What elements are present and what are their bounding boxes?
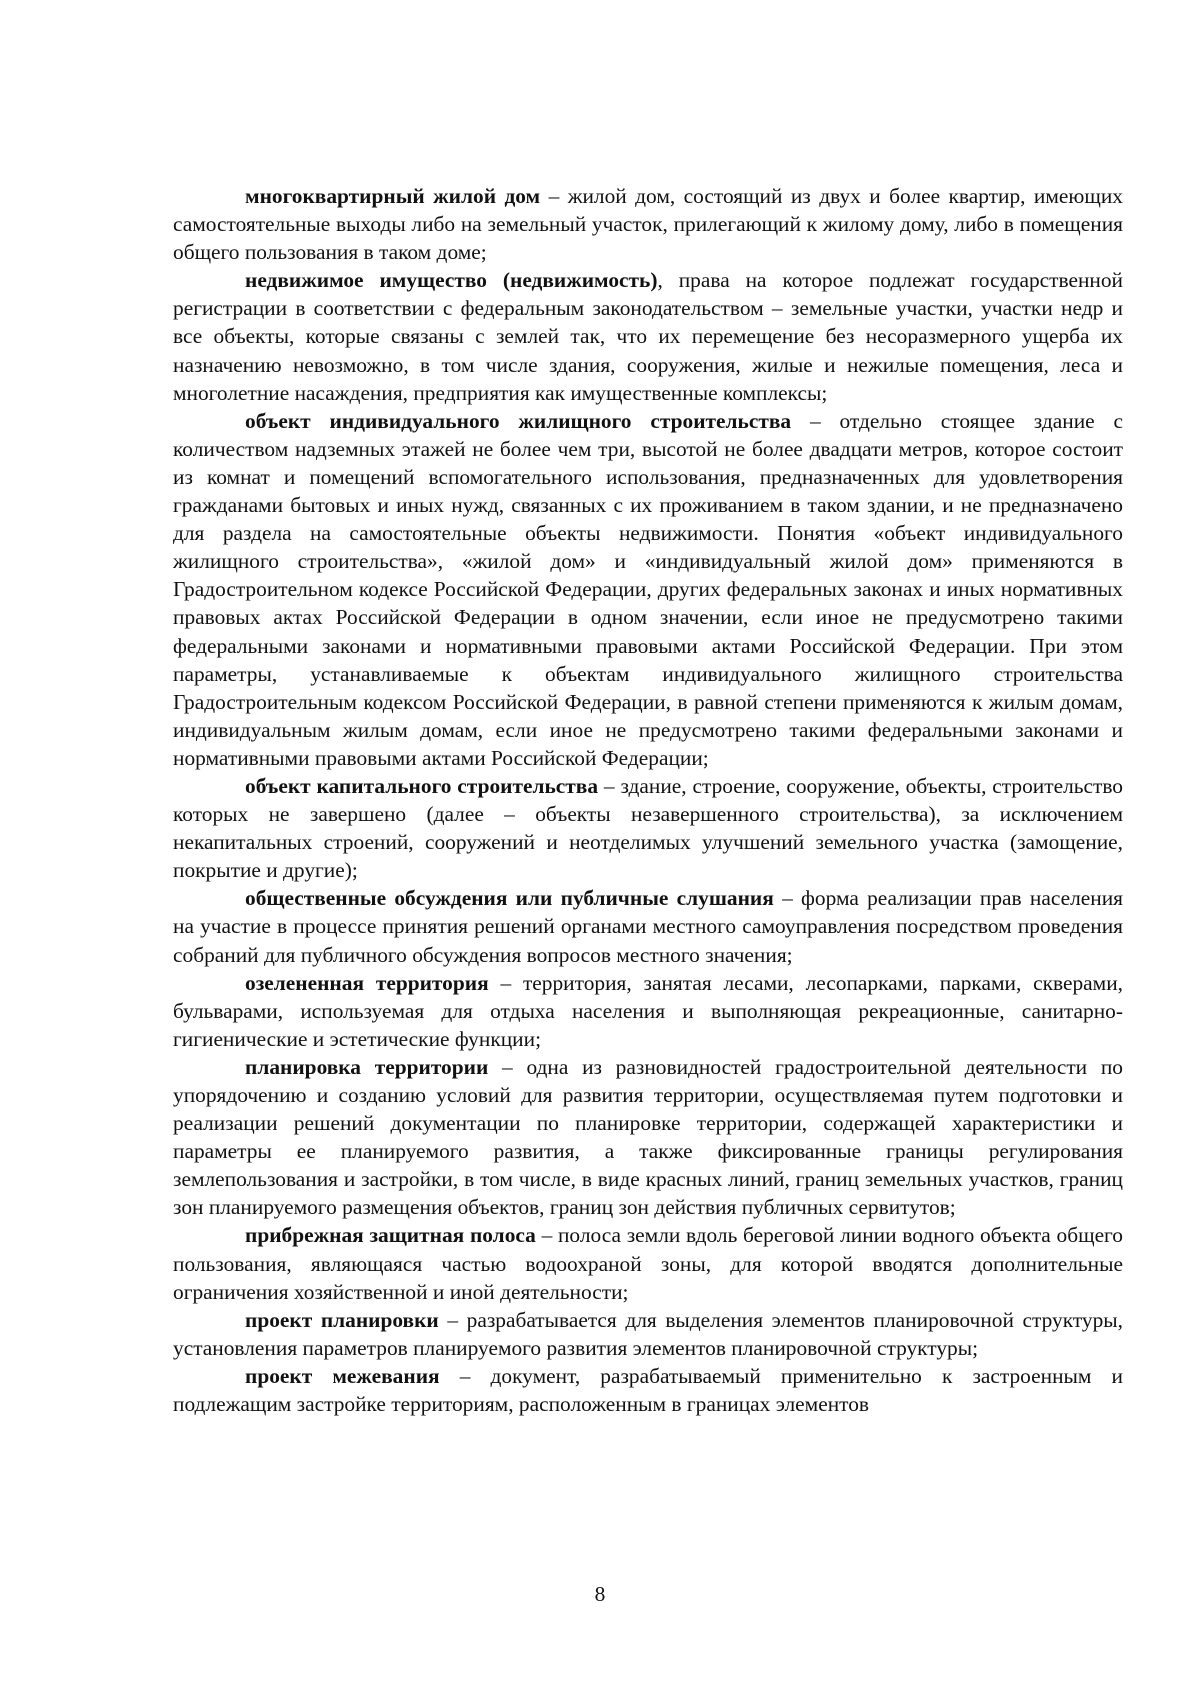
definition-term: объект индивидуального жилищного строительства [245,408,792,433]
definition-paragraph [173,182,1123,266]
definition-paragraph [173,1221,1123,1305]
definition-text: – разрабатывается для выделения элементов планировочной структуры, установления параметров планируемого развития элементов планировочной структуры; [173,1307,1123,1360]
definition-term: проект планировки [245,1307,439,1332]
definition-term: планировка территории [245,1054,489,1079]
definition-term: общественные обсуждения или публичные слушания [245,886,774,911]
definition-text: – одна из разновидностей градостроительной деятельности по упорядочению и созданию условий для развития территории, осуществляемая путем подготовки и реализации решений документации по планировке территории, содержащей характеристики и параметры ее планируемого развития, а также фиксированные границы регулирования землепользования и застройки, в том числе, в виде красных линий, границ земельных участков, границ зон планируемого размещения объектов, границ зон действия публичных сервитутов; [173,1054,1123,1220]
definition-paragraph [173,266,1123,406]
definition-term: многоквартирный жилой дом [245,184,541,208]
definition-text: – здание, строение, сооружение, объекты, строительство которых не завершено (далее – объекты незавершенного строительства), за исключением некапитальных строений, сооружений и неотделимых улучшений земельного участка (замощение, покрытие и другие); [173,773,1123,883]
definition-paragraph [173,407,1123,772]
definition-text: – документ, разрабатываемый применительно к застроенным и подлежащим застройке территориям, расположенным в границах элементов [173,1363,1123,1417]
page-number: 8 [594,1582,606,1606]
definition-term: озелененная территория [245,970,489,995]
definition-term: прибрежная защитная полоса [245,1223,536,1248]
definition-text: – отдельно стоящее здание с количеством надземных этажей не более чем три, высотой не более двадцати метров, которое состоит из комнат и помещений вспомогательного использования, предназначенных для удовлетворения гражданами бытовых и иных нужд, связанных с их проживанием в таком здании, и не предназначено для раздела на самостоятельные объекты недвижимости. Понятия «объект индивидуального жилищного строительства», «жилой дом» и «индивидуальный жилой дом» применяются в Градостроительном кодексе Российской Федерации, других федеральных законах и иных нормативных правовых актах Российской Федерации в одном значении, если иное не предусмотрено такими федеральными законами и нормативными правовыми актами Российской Федерации. При этом параметры, устанавливаемые к объектам индивидуального жилищного строительства Градостроительным кодексом Российской Федерации, в равной степени применяются к жилым домам, индивидуальным жилым домам, если иное не предусмотрено такими федеральными законами и нормативными правовыми актами Российской Федерации; [173,408,1123,770]
definition-text: – жилой дом, состоящий из двух и более квартир, имеющих самостоятельные выходы либо на земельный участок, прилегающий к жилому дому, либо в помещения общего пользования в таком доме; [173,184,1123,265]
definition-paragraph [173,1306,1123,1362]
definition-term: проект межевания [245,1363,440,1388]
definition-paragraph [173,772,1123,884]
definition-text: – территория, занятая лесами, лесопарками, парками, скверами, бульварами, используемая для отдыха населения и выполняющая рекреационные, санитарно-гигиенические и эстетические функции; [173,970,1123,1051]
definition-term: недвижимое имущество (недвижимость) [245,268,658,293]
definition-paragraph [173,1362,1123,1418]
definition-text: – форма реализации прав населения на участие в процессе принятия решений органами местного самоуправления посредством проведения собраний для публичного обсуждения вопросов местного значения; [173,886,1123,967]
definition-text: , права на которое подлежат государственной регистрации в соответствии с федеральным законодательством – земельные участки, участки недр и все объекты, которые связаны с землей так, что их перемещение без несоразмерного ущерба их назначению невозможно, в том числе здания, сооружения, жилые и нежилые помещения, леса и многолетние насаждения, предприятия как имущественные комплексы; [173,268,1123,405]
document-page [173,182,1123,1418]
definition-term: объект капитального строительства [245,773,599,798]
definition-paragraph [173,969,1123,1053]
definition-text: – полоса земли вдоль береговой линии водного объекта общего пользования, являющаяся частью водоохраной зоны, для которой вводятся дополнительные ограничения хозяйственной и иной деятельности; [173,1223,1123,1304]
definition-paragraph [173,884,1123,968]
definition-paragraph [173,1053,1123,1222]
